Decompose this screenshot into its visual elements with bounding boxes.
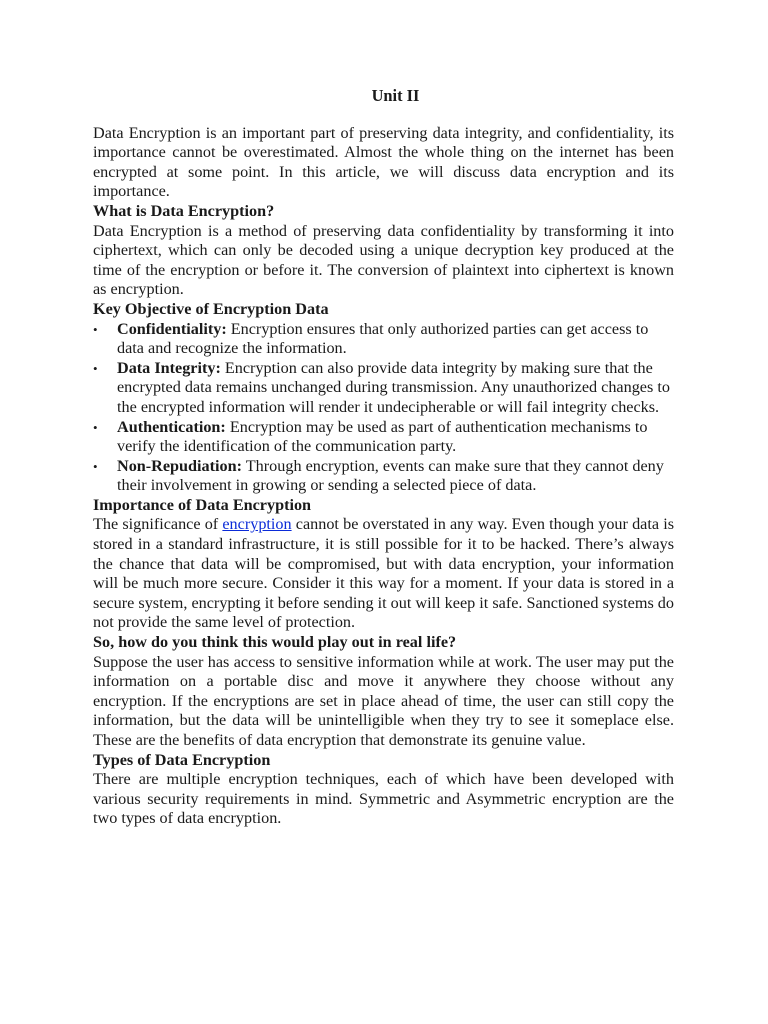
list-item-text: Encryption can also provide data integrity by making sure that the encrypted data remains unchanged during transmission. Any unauthorized changes to the encrypted information will render it undecipherable or will fail integrity checks. [117,358,670,416]
bullet-icon: • [93,458,98,474]
encryption-link[interactable]: encryption [222,515,292,534]
list-item-term: Data Integrity: [117,358,221,377]
heading-real-life: So, how do you think this would play out in real life? [93,633,457,652]
objectives-list [93,320,674,496]
list-item-term: Non-Repudiation: [117,456,243,475]
heading-importance: Importance of Data Encryption [93,495,312,514]
document-page [93,86,674,829]
bullet-icon: • [93,360,98,376]
heading-what-is-data-encryption: What is Data Encryption? [93,201,275,220]
bullet-icon: • [93,419,98,435]
heading-types: Types of Data Encryption [93,750,271,769]
heading-key-objectives: Key Objective of Encryption Data [93,299,329,318]
types-paragraph: There are multiple encryption techniques, each of which have been developed with various security requirements in mind. Symmetric and Asymmetric encryption are the two types of data encryption. [93,770,674,828]
list-item-confidentiality [93,320,674,359]
list-item-term: Confidentiality: [117,319,227,338]
list-item-authentication [93,418,674,457]
bullet-icon: • [93,321,98,337]
importance-text-before-link: The significance of [93,515,223,534]
page-title: Unit II [371,86,420,105]
intro-paragraph: Data Encryption is an important part of preserving data integrity, and confidentiality, its importance cannot be overestimated. Almost the whole thing on the internet has been encrypted at some point. In this article, we will discuss data encryption and its importance. [93,123,674,201]
definition-paragraph: Data Encryption is a method of preserving data confidentiality by transforming it into ciphertext, which can only be decoded using a unique decryption key produced at the time of the encryption or before it. The conversion of plaintext into ciphertext is known as encryption. [93,221,674,299]
list-item-text: Encryption ensures that only authorized parties can get access to data and recognize the information. [117,319,649,358]
list-item-non-repudiation [93,457,674,496]
importance-text-after-link: cannot be overstated in any way. Even though your data is stored in a standard infrastructure, it is still possible for it to be hacked. There’s always the chance that data will be compromised, but with data encryption, your information will be much more secure. Consider it this way for a moment. If your data is stored in a secure system, encrypting it before sending it out will keep it safe. Sanctioned systems do not provide the same level of protection. [93,515,675,632]
importance-paragraph [93,515,674,633]
list-item-term: Authentication: [117,417,226,436]
list-item-text: Encryption may be used as part of authentication mechanisms to verify the identification of the communication party. [117,417,648,456]
list-item-text: Through encryption, events can make sure that they cannot deny their involvement in growing or sending a selected piece of data. [117,456,664,495]
real-life-paragraph: Suppose the user has access to sensitive information while at work. The user may put the information on a portable disc and move it anywhere they choose without any encryption. If the encryptions are set in place ahead of time, the user can still copy the information, but the data will be unintelligible when they try to see it someplace else. These are the benefits of data encryption that demonstrate its genuine value. [93,652,674,749]
list-item-data-integrity [93,359,674,418]
